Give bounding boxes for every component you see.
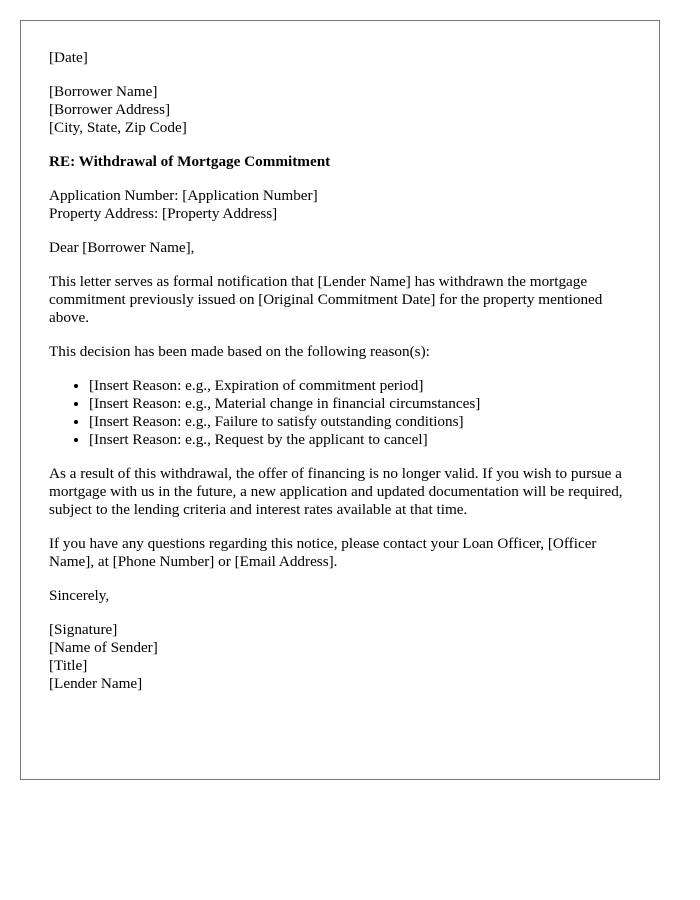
reason-item: • [Insert Reason: e.g., Material change in financial circumstances] <box>89 395 631 413</box>
body-paragraph-contact: If you have any questions regarding this notice, please contact your Loan Officer, [Officer Name], at [Phone Number] or [Email Address]. <box>49 535 597 570</box>
signature-block <box>49 621 631 693</box>
reference-block <box>49 187 631 223</box>
body-paragraph-consequence: As a result of this withdrawal, the offer of financing is no longer valid. If you wish to pursue a mortgage with us in the future, a new application and updated documentation will be required, subject to the lending criteria and interest rates available at that time. <box>49 465 623 518</box>
reason-item: • [Insert Reason: e.g., Failure to satisfy outstanding conditions] <box>89 413 631 431</box>
body-paragraph-reasons-intro: This decision has been made based on the following reason(s): <box>49 343 430 360</box>
recipient-block <box>49 83 631 137</box>
signature: [Signature] <box>49 621 118 638</box>
property-address: Property Address: [Property Address] <box>49 205 278 222</box>
reasons-list <box>49 377 631 449</box>
reason-item: • [Insert Reason: e.g., Request by the applicant to cancel] <box>89 431 631 449</box>
letter-date: [Date] <box>49 49 88 66</box>
letter-page <box>20 20 660 780</box>
lender-name: [Lender Name] <box>49 675 143 692</box>
application-number: Application Number: [Application Number] <box>49 187 318 204</box>
recipient-address: [Borrower Address] <box>49 101 171 118</box>
recipient-city-state-zip: [City, State, Zip Code] <box>49 119 187 136</box>
reason-item: • [Insert Reason: e.g., Expiration of commitment period] <box>89 377 631 395</box>
sender-name: [Name of Sender] <box>49 639 158 656</box>
closing: Sincerely, <box>49 587 110 604</box>
salutation: Dear [Borrower Name], <box>49 239 195 256</box>
body-paragraph-notification: This letter serves as formal notification that [Lender Name] has withdrawn the mortgage commitment previously issued on [Original Commitment Date] for the property mentioned above. <box>49 273 603 326</box>
sender-title: [Title] <box>49 657 88 674</box>
letter-subject: RE: Withdrawal of Mortgage Commitment <box>49 153 331 170</box>
recipient-name: [Borrower Name] <box>49 83 158 100</box>
